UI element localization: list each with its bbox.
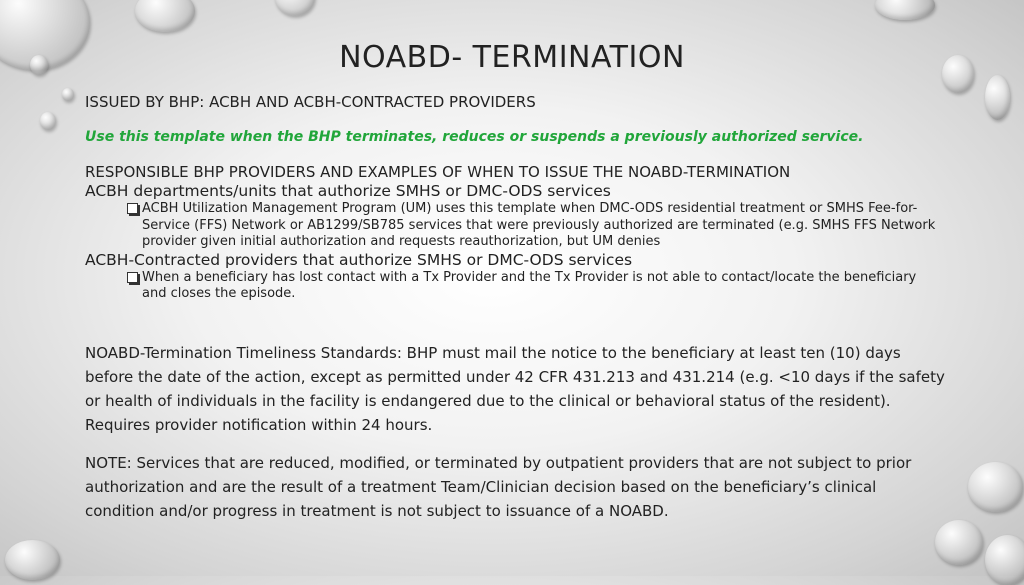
water-drop-decoration <box>135 0 195 32</box>
water-drop-decoration <box>985 535 1024 585</box>
checkbox-bullet-icon <box>127 272 138 283</box>
water-drop-decoration <box>62 88 74 101</box>
timeliness-paragraph: NOABD-Termination Timeliness Standards: BHP must mail the notice to the beneficiary at least ten (10) days before the date of the action, except as permitted under 42 CFR 431.213 and 431.214 (e.g. <10 days if the safety or health of individuals in the facility is endangered due to the clinical or behavioral status of the resident). Requires provider notification within 24 hours. <box>85 344 945 434</box>
water-drop-decoration <box>275 0 315 16</box>
water-drop-decoration <box>968 462 1023 512</box>
group-label-acbh-contracted: ACBH-Contracted providers that authorize SMHS or DMC-ODS services <box>85 250 633 269</box>
water-drop-decoration <box>985 75 1010 120</box>
bullet-item <box>85 270 942 303</box>
instruction-text: Use this template when the BHP terminates, reduces or suspends a previously authorized service. <box>85 129 864 145</box>
bullet-item <box>85 201 942 251</box>
water-drop-decoration <box>935 520 983 565</box>
water-drop-decoration <box>5 540 60 580</box>
bullet-text: When a beneficiary has lost contact with a Tx Provider and the Tx Provider is not able to contact/locate the beneficiary and closes the episode. <box>142 269 917 301</box>
group-label-acbh-departments: ACBH departments/units that authorize SMHS or DMC-ODS services <box>85 182 611 200</box>
note-paragraph: NOTE: Services that are reduced, modified, or terminated by outpatient providers that are not subject to prior authorization and are the result of a treatment Team/Clinician decision based on the beneficiary’s clinical condition and/or progress in treatment is not subject to issuance of a NOABD. <box>85 454 912 520</box>
checkbox-bullet-icon <box>127 203 138 214</box>
page-title: NOABD- TERMINATION <box>339 40 685 75</box>
bullet-text: ACBH Utilization Management Program (UM) uses this template when DMC-ODS residential treatment or SMHS Fee-for-Service (FFS) Network or AB1299/SB785 services that were previously authorized are terminated (e.g. SMHS FFS Network provider given initial authorization and requests reauthorization, but UM denies <box>142 201 936 249</box>
water-drop-decoration <box>875 0 935 20</box>
water-drop-decoration <box>40 112 56 130</box>
responsible-providers-section <box>85 163 965 303</box>
issued-by-heading: ISSUED BY BHP: ACBH AND ACBH-CONTRACTED PROVIDERS <box>85 93 536 111</box>
responsible-heading: RESPONSIBLE BHP PROVIDERS AND EXAMPLES OF WHEN TO ISSUE THE NOABD-TERMINATION <box>85 163 791 181</box>
